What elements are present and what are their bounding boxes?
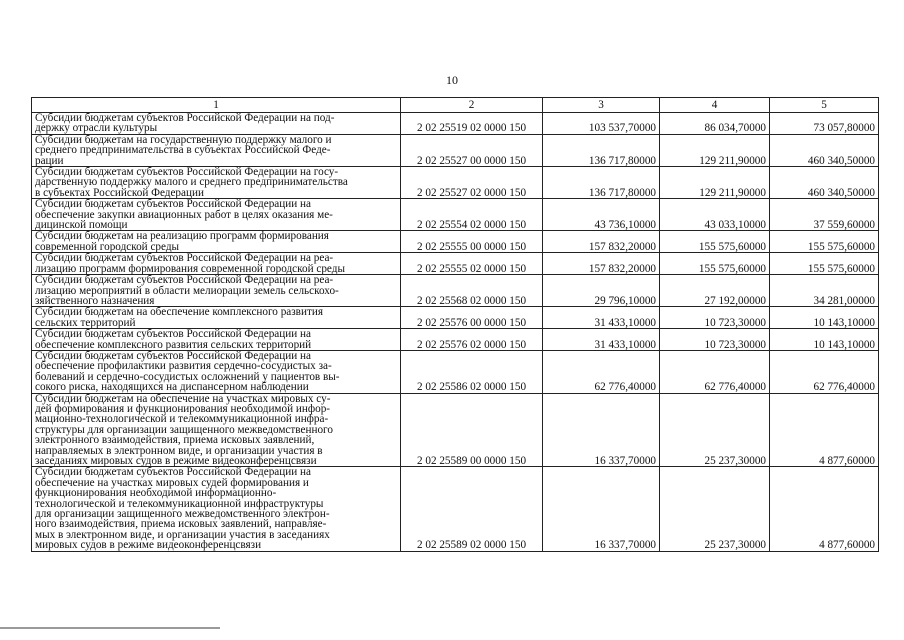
row-value-col3: 16 337,70000 bbox=[543, 393, 660, 467]
row-description: Субсидии бюджетам на государственную поддержку малого и среднего предпринимательства в субъектах Российской Феде- рации bbox=[32, 134, 401, 166]
header-row bbox=[32, 98, 879, 113]
row-value-col4: 25 237,30000 bbox=[660, 393, 770, 467]
table-row bbox=[32, 350, 879, 393]
table-row bbox=[32, 307, 879, 329]
row-value-col3: 62 776,40000 bbox=[543, 350, 660, 393]
table-row bbox=[32, 113, 879, 135]
table-row bbox=[32, 134, 879, 166]
row-value-col4: 62 776,40000 bbox=[660, 350, 770, 393]
row-value-col4: 27 192,00000 bbox=[660, 275, 770, 307]
row-value-col4: 10 723,30000 bbox=[660, 307, 770, 329]
row-budget-code: 2 02 25589 02 0000 150 bbox=[401, 467, 543, 551]
row-description: Субсидии бюджетам субъектов Российской Федерации на обеспечение профилактики развития сердечно-сосудистых за- болеваний и сердечно-сосудистых осложнений у пациентов вы- сокого риска, находящихся на диспансерном наблюдении bbox=[32, 350, 401, 393]
row-value-col3: 103 537,70000 bbox=[543, 113, 660, 135]
header-col-1: 1 bbox=[32, 98, 401, 113]
row-value-col4: 155 575,60000 bbox=[660, 231, 770, 253]
row-budget-code: 2 02 25586 02 0000 150 bbox=[401, 350, 543, 393]
row-value-col4: 129 211,90000 bbox=[660, 134, 770, 166]
scan-edge-line bbox=[0, 627, 220, 629]
row-description: Субсидии бюджетам субъектов Российской Федерации на обеспечение комплексного развития сельских территорий bbox=[32, 329, 401, 351]
row-value-col4: 25 237,30000 bbox=[660, 467, 770, 551]
row-value-col3: 31 433,10000 bbox=[543, 307, 660, 329]
header-col-5: 5 bbox=[770, 98, 879, 113]
header-col-4: 4 bbox=[660, 98, 770, 113]
header-col-2: 2 bbox=[401, 98, 543, 113]
table-row bbox=[32, 275, 879, 307]
table-row bbox=[32, 393, 879, 467]
row-value-col5: 34 281,00000 bbox=[770, 275, 879, 307]
page-number: 10 bbox=[446, 73, 458, 87]
row-budget-code: 2 02 25555 00 0000 150 bbox=[401, 231, 543, 253]
row-value-col3: 31 433,10000 bbox=[543, 329, 660, 351]
budget-table bbox=[31, 97, 879, 552]
row-value-col5: 73 057,80000 bbox=[770, 113, 879, 135]
row-value-col3: 43 736,10000 bbox=[543, 199, 660, 231]
row-budget-code: 2 02 25576 00 0000 150 bbox=[401, 307, 543, 329]
table-row bbox=[32, 167, 879, 199]
row-budget-code: 2 02 25576 02 0000 150 bbox=[401, 329, 543, 351]
row-value-col5: 155 575,60000 bbox=[770, 253, 879, 275]
row-value-col3: 157 832,20000 bbox=[543, 253, 660, 275]
row-description: Субсидии бюджетам субъектов Российской Федерации на под- держку отрасли культуры bbox=[32, 113, 401, 135]
row-value-col5: 37 559,60000 bbox=[770, 199, 879, 231]
row-value-col5: 460 340,50000 bbox=[770, 167, 879, 199]
row-description: Субсидии бюджетам субъектов Российской Федерации на госу- дарственную поддержку малого и среднего предпринимательства в субъектах Российской Федерации bbox=[32, 167, 401, 199]
row-budget-code: 2 02 25527 00 0000 150 bbox=[401, 134, 543, 166]
row-value-col3: 136 717,80000 bbox=[543, 134, 660, 166]
row-value-col4: 10 723,30000 bbox=[660, 329, 770, 351]
row-value-col5: 10 143,10000 bbox=[770, 329, 879, 351]
row-description: Субсидии бюджетам субъектов Российской Федерации на обеспечение закупки авиационных работ в целях оказания ме- дицинской помощи bbox=[32, 199, 401, 231]
row-description: Субсидии бюджетам на обеспечение комплексного развития сельских территорий bbox=[32, 307, 401, 329]
row-value-col3: 16 337,70000 bbox=[543, 467, 660, 551]
table-body bbox=[32, 113, 879, 552]
row-value-col3: 157 832,20000 bbox=[543, 231, 660, 253]
table-row bbox=[32, 253, 879, 275]
row-budget-code: 2 02 25568 02 0000 150 bbox=[401, 275, 543, 307]
row-budget-code: 2 02 25589 00 0000 150 bbox=[401, 393, 543, 467]
table-row bbox=[32, 231, 879, 253]
row-value-col5: 4 877,60000 bbox=[770, 467, 879, 551]
table-row bbox=[32, 467, 879, 551]
row-budget-code: 2 02 25554 02 0000 150 bbox=[401, 199, 543, 231]
row-description: Субсидии бюджетам на обеспечение на участках мировых су- дей формирования и функционирования необходимой инфор- мационно-технологической и телекоммуникационной инфра- структуры для организации защищенного межведомственного электронного взаимодействия, приема исковых заявлений, направляемых в электронном виде, и организации участия в заседаниях мировых судов в режиме видеоконференцсвязи bbox=[32, 393, 401, 467]
row-value-col4: 86 034,70000 bbox=[660, 113, 770, 135]
row-value-col5: 10 143,10000 bbox=[770, 307, 879, 329]
row-description: Субсидии бюджетам субъектов Российской Федерации на реа- лизацию программ формирования современной городской среды bbox=[32, 253, 401, 275]
row-description: Субсидии бюджетам субъектов Российской Федерации на реа- лизацию мероприятий в области мелиорации земель сельскохо- зяйственного назначения bbox=[32, 275, 401, 307]
row-value-col5: 155 575,60000 bbox=[770, 231, 879, 253]
row-value-col4: 129 211,90000 bbox=[660, 167, 770, 199]
row-value-col4: 155 575,60000 bbox=[660, 253, 770, 275]
table-row bbox=[32, 329, 879, 351]
row-value-col5: 4 877,60000 bbox=[770, 393, 879, 467]
row-value-col3: 136 717,80000 bbox=[543, 167, 660, 199]
row-value-col3: 29 796,10000 bbox=[543, 275, 660, 307]
row-value-col5: 62 776,40000 bbox=[770, 350, 879, 393]
row-budget-code: 2 02 25555 02 0000 150 bbox=[401, 253, 543, 275]
row-value-col4: 43 033,10000 bbox=[660, 199, 770, 231]
table-row bbox=[32, 199, 879, 231]
row-budget-code: 2 02 25527 02 0000 150 bbox=[401, 167, 543, 199]
row-value-col5: 460 340,50000 bbox=[770, 134, 879, 166]
row-description: Субсидии бюджетам на реализацию программ формирования современной городской среды bbox=[32, 231, 401, 253]
row-budget-code: 2 02 25519 02 0000 150 bbox=[401, 113, 543, 135]
header-col-3: 3 bbox=[543, 98, 660, 113]
row-description: Субсидии бюджетам субъектов Российской Федерации на обеспечение на участках мировых судей формирования и функционирования необходимой информационно- технологической и телекоммуникационной инфраструктуры для организации защищенного межведомственного электрон- ного взаимодействия, приема исковых заявлений, направляе- мых в электронном виде, и организации участия в заседаниях мировых судов в режиме видеоконференцсвязи bbox=[32, 467, 401, 551]
